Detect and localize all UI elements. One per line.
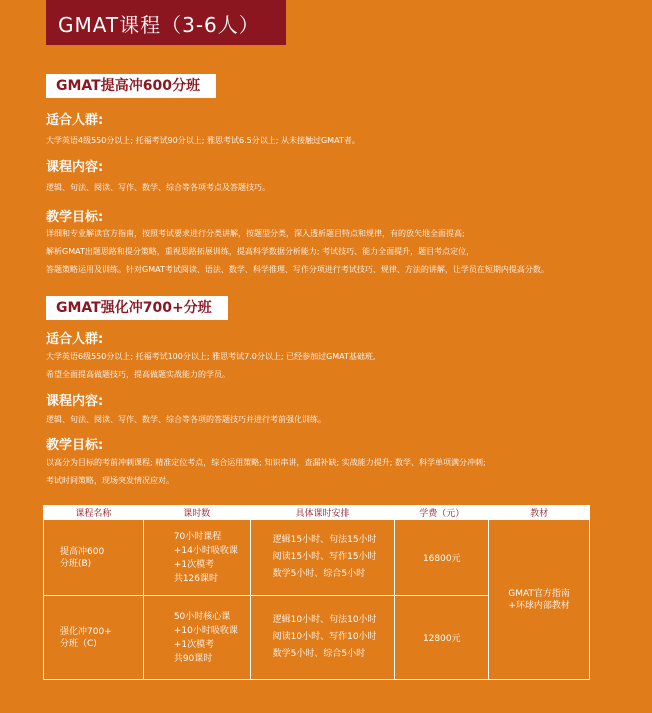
class1-audience-text: 大学英语4级550分以上; 托福考试90分以上; 雅思考试6.5分以上; 从未接触过GMAT者。 xyxy=(46,136,360,145)
textbook-line: GMAT官方指南 xyxy=(508,588,570,599)
schedule-line: 逻辑15小时、句法15小时 xyxy=(272,535,377,545)
class1-goal-line: 详细和专业解读官方指南，按照考试要求进行分类讲解，按题型分类，深入透析题目特点和规律，有的放矢地全面提高; xyxy=(46,229,465,238)
schedule-cell xyxy=(250,596,395,680)
schedule-line: 阅读15小时、写作15小时 xyxy=(272,552,377,562)
hours-cell xyxy=(143,520,250,596)
hours-line: 50小时核心课 xyxy=(173,611,231,622)
header-textbook: 教材 xyxy=(489,506,590,520)
class1-goal-line: 解析GMAT出题思路和提分策略，重视思路拓展训练，提高科学数据分析能力; 考试技巧、能力全面提升，题目考点定位， xyxy=(46,247,475,256)
course-name-cell xyxy=(44,596,144,680)
hours-line: +1次模考 xyxy=(173,559,215,570)
class2-title: GMAT强化冲700+分班 xyxy=(46,296,228,320)
class1-goal-heading: 教学目标: xyxy=(46,210,104,225)
fee-cell: 12800元 xyxy=(395,596,489,680)
schedule-line: 数学5小时、综合5小时 xyxy=(272,569,366,579)
class1-content-text: 逻辑、句法、阅读、写作、数学、综合等各项考点及答题技巧。 xyxy=(46,183,270,192)
header-fee: 学费（元） xyxy=(395,506,489,520)
hours-line: +10小时吸收课 xyxy=(173,625,238,636)
table-row xyxy=(44,520,590,596)
textbook-line: +环球内部教材 xyxy=(508,600,570,611)
class2-goal-line: 考试时间策略，现场突发情况应对。 xyxy=(46,476,174,485)
hours-line: 共126课时 xyxy=(173,573,219,584)
course-table xyxy=(43,505,590,680)
class2-audience-line: 大学英语6级550分以上; 托福考试100分以上; 雅思考试7.0分以上; 已经参加过GMAT基础班, xyxy=(46,352,376,361)
hours-line: +14小时吸收课 xyxy=(173,545,238,556)
hours-line: +1次模考 xyxy=(173,639,215,650)
schedule-cell xyxy=(250,520,395,596)
class2-content-heading: 课程内容: xyxy=(46,394,104,409)
table-header-row xyxy=(44,506,590,520)
class2-audience-heading: 适合人群: xyxy=(46,332,104,347)
course-name-line: 分班（C) xyxy=(60,638,97,649)
schedule-line: 逻辑10小时、句法10小时 xyxy=(272,615,377,625)
header-schedule: 具体课时安排 xyxy=(250,506,395,520)
class1-content-heading: 课程内容: xyxy=(46,160,104,175)
class2-content-text: 逻辑、句法、阅读、写作、数学、综合等各项的答题技巧并进行考前强化训练。 xyxy=(46,415,326,424)
class1-goal-line: 答题策略运用及训练。针对GMAT考试阅读、语法、数学、科学推理、写作分项进行考试技巧、规律、方法的讲解，让学员在短期内提高分数。 xyxy=(46,265,549,274)
page-banner: GMAT课程（3-6人） xyxy=(46,0,286,45)
course-name-line: 提高冲600 xyxy=(60,546,105,557)
hours-line: 共90课时 xyxy=(173,653,213,664)
course-name-line: 强化冲700+ xyxy=(60,626,112,637)
schedule-line: 数学5小时、综合5小时 xyxy=(272,649,366,659)
textbook-cell xyxy=(489,520,590,680)
class2-goal-line: 以高分为目标的考前冲刺课程; 精准定位考点，综合运用策略; 知识串讲，查漏补缺; 实战能力提升; 数学、科学单项满分冲刺; xyxy=(46,458,486,467)
fee-cell: 16800元 xyxy=(395,520,489,596)
header-course-name: 课程名称 xyxy=(44,506,144,520)
schedule-line: 阅读10小时、写作10小时 xyxy=(272,632,377,642)
hours-cell xyxy=(143,596,250,680)
class2-audience-line: 希望全面提高做题技巧，提高做题实战能力的学员。 xyxy=(46,370,230,379)
class1-title: GMAT提高冲600分班 xyxy=(46,74,216,98)
course-name-line: 分班(B) xyxy=(60,558,92,569)
course-name-cell xyxy=(44,520,144,596)
class1-audience-heading: 适合人群: xyxy=(46,113,104,128)
class2-goal-heading: 教学目标: xyxy=(46,438,104,453)
header-hours: 课时数 xyxy=(143,506,250,520)
hours-line: 70小时课程 xyxy=(173,531,222,542)
